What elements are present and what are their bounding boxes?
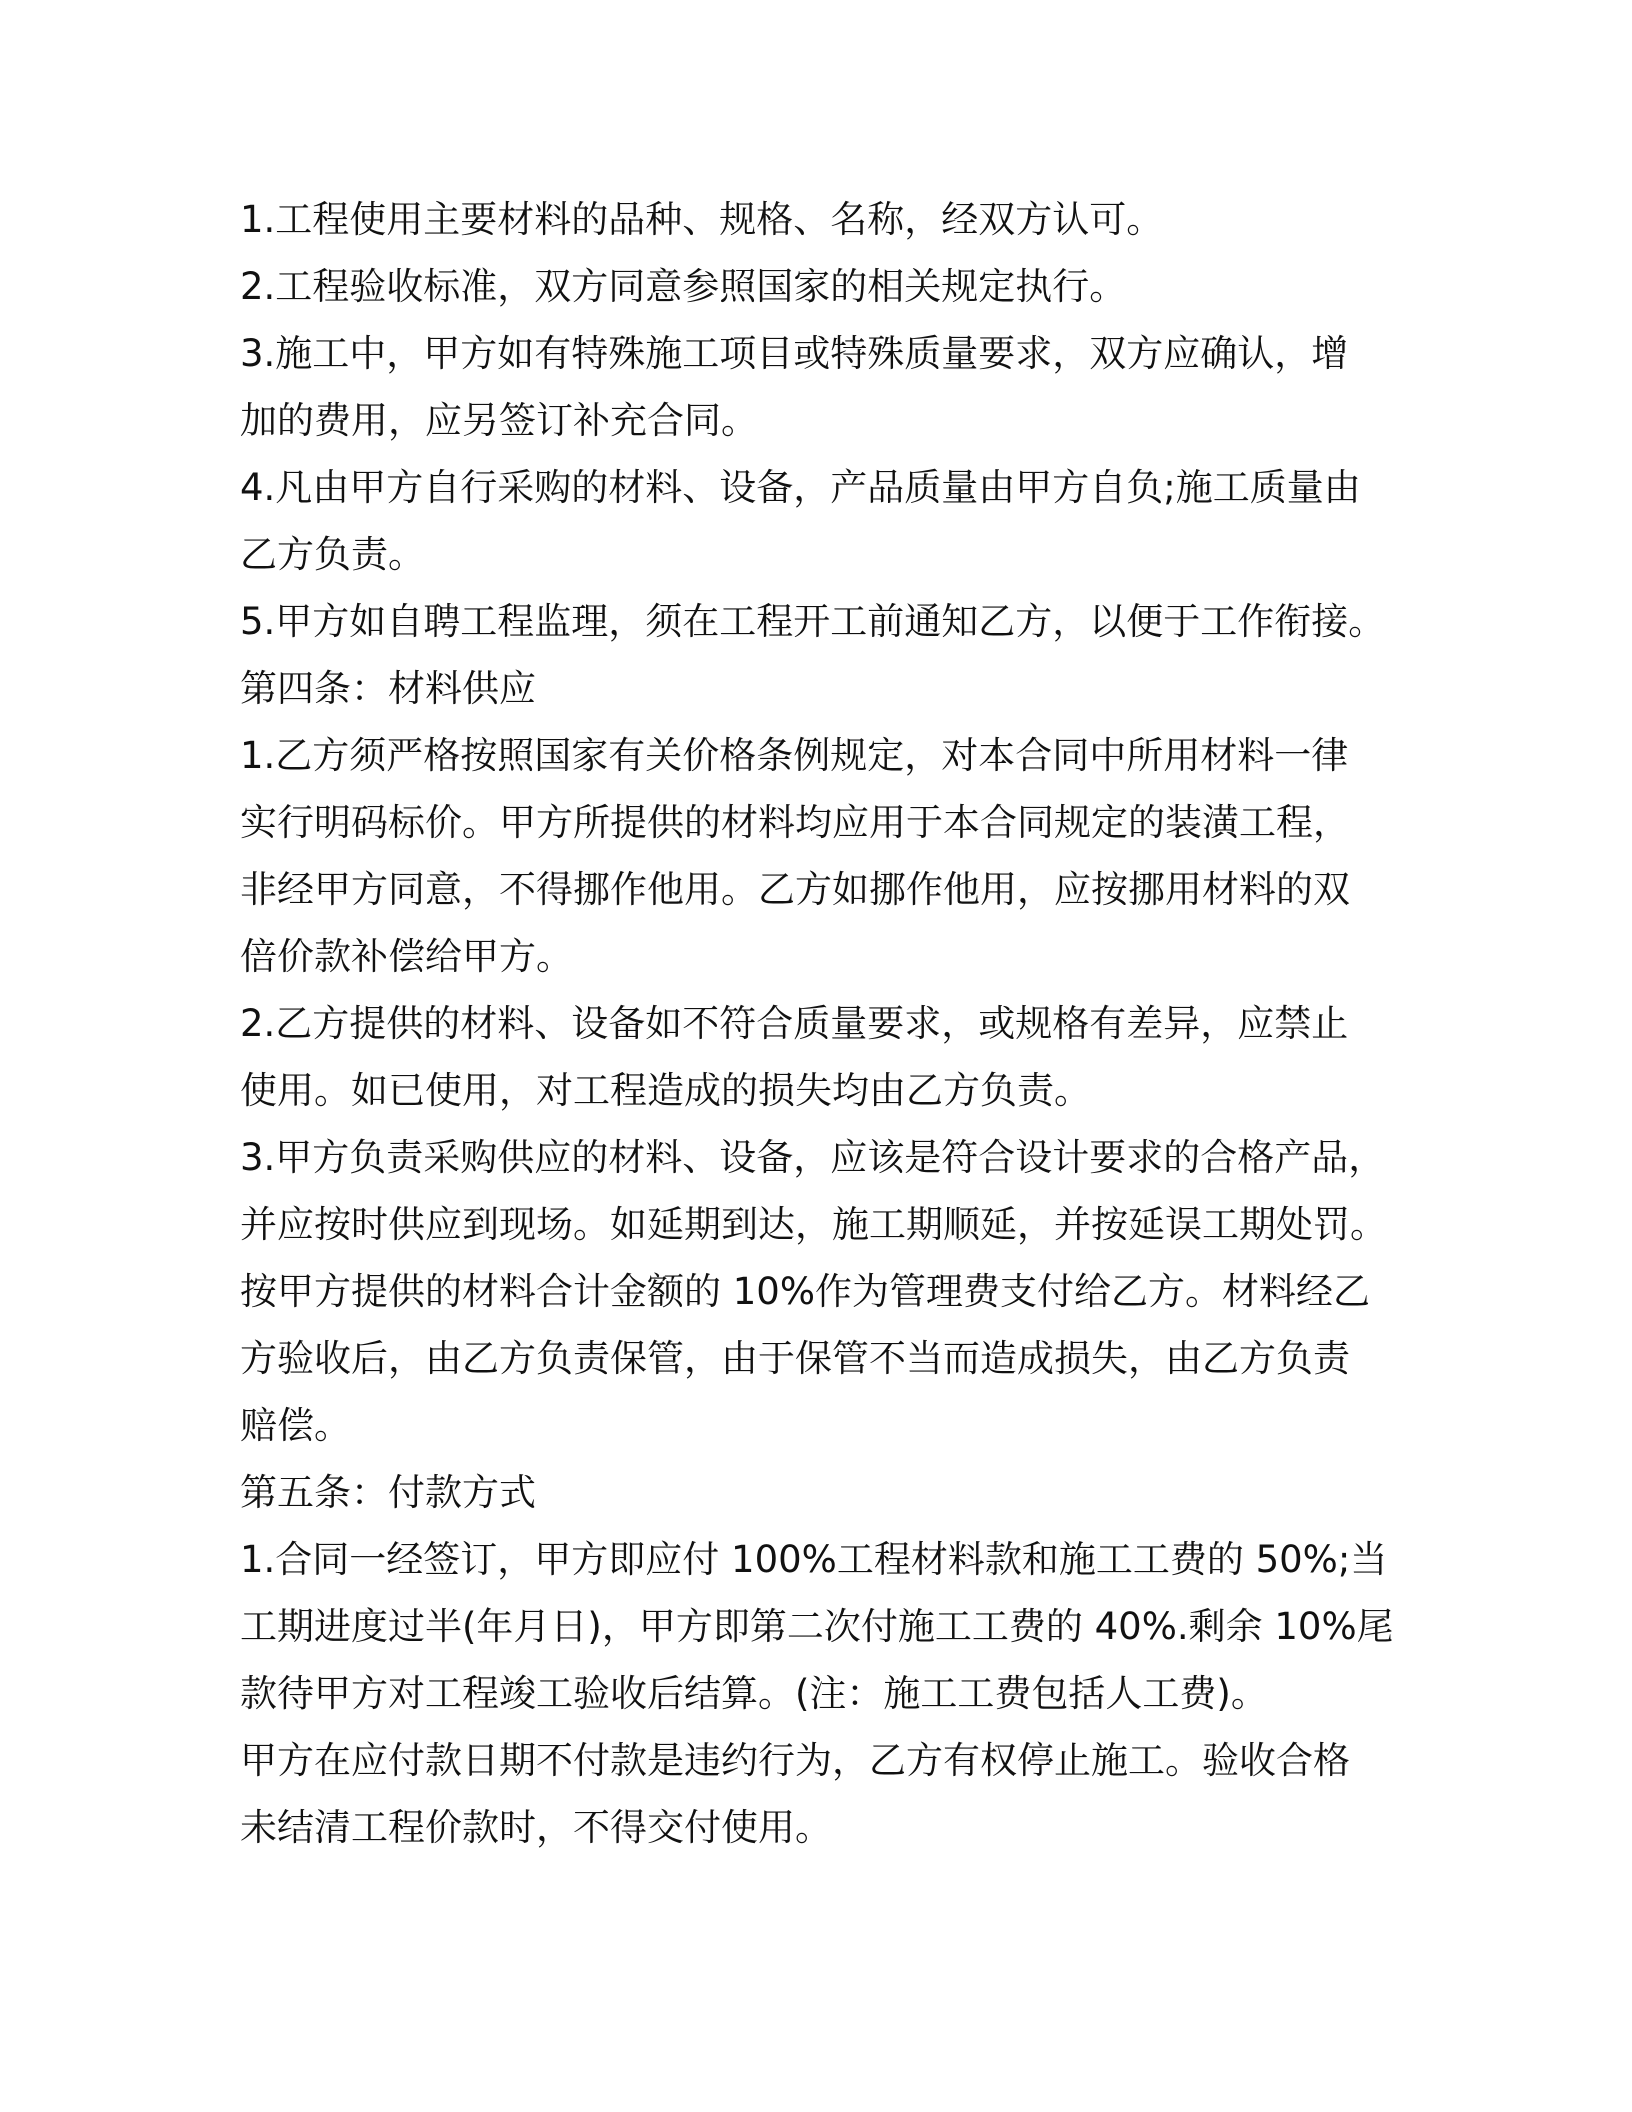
text-line: 3.施工中，甲方如有特殊施工项目或特殊质量要求，双方应确认，增 <box>240 332 1349 375</box>
text-line: 2.乙方提供的材料、设备如不符合质量要求，或规格有差异，应禁止 <box>240 1002 1349 1045</box>
text-line: 1.乙方须严格按照国家有关价格条例规定，对本合同中所用材料一律 <box>240 734 1349 777</box>
text-line: 方验收后，由乙方负责保管，由于保管不当而造成损失，由乙方负责 <box>240 1337 1350 1380</box>
text-line: 4.凡由甲方自行采购的材料、设备，产品质量由甲方自负;施工质量由 <box>240 466 1361 509</box>
contract-text-block <box>240 186 1400 1861</box>
text-line: 5.甲方如自聘工程监理，须在工程开工前通知乙方，以便于工作衔接。 <box>240 600 1386 643</box>
text-line: 1.合同一经签订，甲方即应付 100%工程材料款和施工工费的 50%;当 <box>240 1538 1388 1581</box>
text-line: 工期进度过半(年月日)，甲方即第二次付施工工费的 40%.剩余 10%尾 <box>240 1605 1394 1648</box>
section-heading: 第四条：材料供应 <box>240 667 536 710</box>
text-line: 甲方在应付款日期不付款是违约行为，乙方有权停止施工。验收合格 <box>240 1739 1350 1782</box>
text-line: 未结清工程价款时，不得交付使用。 <box>240 1806 832 1849</box>
text-line: 并应按时供应到现场。如延期到达，施工期顺延，并按延误工期处罚。 <box>240 1203 1387 1246</box>
text-line: 2.工程验收标准，双方同意参照国家的相关规定执行。 <box>240 265 1127 308</box>
text-line: 款待甲方对工程竣工验收后结算。(注：施工工费包括人工费)。 <box>240 1672 1268 1715</box>
text-line: 倍价款补偿给甲方。 <box>240 935 573 978</box>
text-line: 按甲方提供的材料合计金额的 10%作为管理费支付给乙方。材料经乙 <box>240 1270 1370 1313</box>
text-line: 3.甲方负责采购供应的材料、设备，应该是符合设计要求的合格产品， <box>240 1136 1386 1179</box>
text-line: 非经甲方同意，不得挪作他用。乙方如挪作他用，应按挪用材料的双 <box>240 868 1350 911</box>
text-line: 使用。如已使用，对工程造成的损失均由乙方负责。 <box>240 1069 1091 1112</box>
text-line: 实行明码标价。甲方所提供的材料均应用于本合同规定的装潢工程， <box>240 801 1350 844</box>
text-line: 1.工程使用主要材料的品种、规格、名称，经双方认可。 <box>240 198 1164 241</box>
section-heading: 第五条：付款方式 <box>240 1471 536 1514</box>
text-line: 赔偿。 <box>240 1404 351 1447</box>
text-line: 乙方负责。 <box>240 533 425 576</box>
text-line: 加的费用，应另签订补充合同。 <box>240 399 758 442</box>
